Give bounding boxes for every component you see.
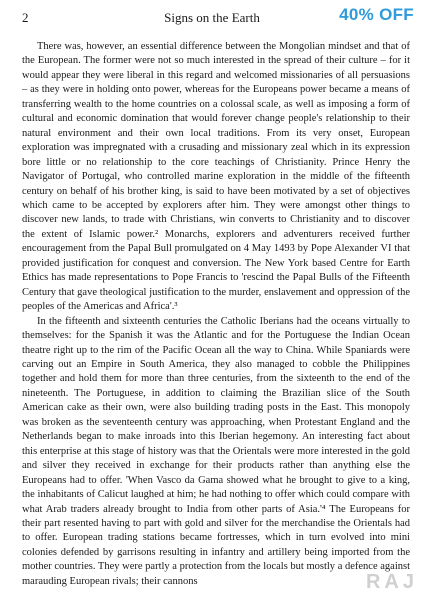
page-number: 2 bbox=[22, 10, 29, 25]
paragraph: In the fifteenth and sixteenth centuries the Catholic Iberians had the oceans virtually to themselves: for the Spanish it was the Atlantic and for the Portuguese the Indian Ocean theatre right up to the rim of the Pacific Ocean all the way to China. While Spaniards were carving out an Empire in South America, they also managed to cobble the Philippines together and hold them for more than three centuries, from the sixteenth to the end of the nineteenth. The Portuguese, in addition to claiming the Brazilian slice of the South American cake as their own, were also building trading posts in the East. This monopoly was broken as the seventeenth century was approaching, when Protestant England and the Netherlands began to make inroads into this Iberian hegemony. An interesting fact about this enterprise at this stage of history was that the Orientals were more interested in the gold and silver they received in exchange for their products rather than anything else the Europeans had to offer. 'When Vasco da Gama showed what he brought to give to a king, the inhabitants of Calicut laughed at him; he had nothing to offer which could compare with what Arab traders already brought to India from other parts of Asia.'⁴ The Europeans for their part resented having to part with gold and silver for the merchandise the Orientals had to offer. European trading stations became fortresses, which in turn evolved into mini colonies defended by garrisons resulting in infantry and artillery being imported from the mother countries. They were partly a protection from the locals but mostly a defence against marauding European rivals; their cannons bbox=[22, 315, 410, 587]
running-title: Signs on the Earth bbox=[164, 10, 260, 25]
body-text bbox=[22, 40, 410, 589]
paragraph: There was, however, an essential difference between the Mongolian mindset and that of the European. The former were not so much interested in the spread of their culture – for it would appear they were liberal in this regard and welcomed missionaries of all persuasions – as they were in holding onto power, whereas for the Europeans power became a means of transferring wealth to the home countries on a colossal scale, as well as imposing a form of cultural and economic domination that would forever change people's relationship to their natural environment and their own local traditions. From its very onset, European exploration was impregnated with a crusading and missionary zeal which in its expression bore little or no relationship to the core teachings of Christianity. Prince Henry the Navigator of Portugal, who controlled marine exploration in the middle of the fifteenth century on behalf of his brother king, is said to have been motivated by a set of objectives which came to be accepted by explorers after him. They were amongst other things to discover new lands, to trade with Christians, win converts to Christianity and to discover the extent of Islamic power.² Monarchs, explorers and adventurers received further encouragement from the Papal Bull promulgated on 4 May 1493 by Pope Alexander VI that provided justification for conquest and conversion. The New York based Centre for Earth Ethics has made representations to Pope Francis to 'rescind the Papal Bulls of the Fifteenth Century that gave theological justification to the murder, enslavement and oppression of the peoples of the Americas and Africa'.³ bbox=[22, 41, 410, 313]
page-header bbox=[22, 10, 402, 30]
watermark-logo: RAJ bbox=[365, 571, 418, 593]
discount-badge: 40% OFF bbox=[339, 5, 414, 24]
